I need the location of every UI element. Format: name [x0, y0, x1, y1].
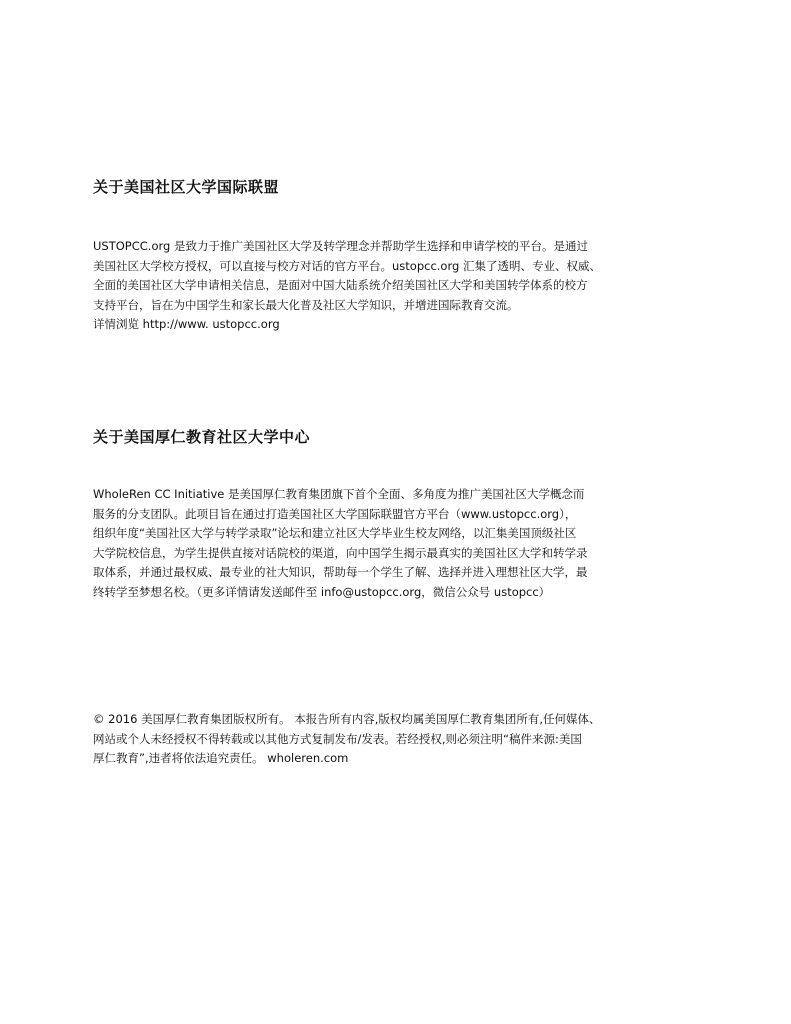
paragraph-line: 终转学至梦想名校。（更多详情请发送邮件至 info@ustopcc.org，微信公众号 ustopcc） [93, 584, 551, 599]
section-heading-wholeren: 关于美国厚仁教育社区大学中心 [93, 428, 311, 446]
details-link-line: 详情浏览 http://www. ustopcc.org [93, 317, 280, 331]
copyright-line: 厚仁教育”,违者将依法追究责任。 wholeren.com [93, 751, 349, 765]
section-heading-ccid: 关于美国社区大学国际联盟 [93, 178, 280, 196]
paragraph-line: 美国社区大学校方授权，可以直接与校方对话的官方平台。ustopcc.org 汇集了透明、专业、权威、 [93, 258, 601, 273]
paragraph-line: WholeRen CC Initiative 是美国厚仁教育集团旗下首个全面、多角度为推广美国社区大学概念而 [93, 487, 585, 501]
wholeren-description [93, 485, 673, 602]
paragraph-line: 服务的分支团队。此项目旨在通过打造美国社区大学国际联盟官方平台（www.ustopcc.org）， [93, 506, 577, 521]
ccid-description [93, 237, 673, 335]
copyright-notice [93, 710, 673, 769]
paragraph-line: 取体系，并通过最权威、最专业的社大知识，帮助每一个学生了解、选择并进入理想社区大学，最 [93, 565, 588, 579]
copyright-line: 网站或个人未经授权不得转载或以其他方式复制发布/发表。若经授权,则必须注明“稿件来源:美国 [93, 731, 582, 746]
paragraph-line: 大学院校信息，为学生提供直接对话院校的渠道，向中国学生揭示最真实的美国社区大学和转学录 [93, 545, 588, 560]
paragraph-line: 组织年度“美国社区大学与转学录取”论坛和建立社区大学毕业生校友网络，以汇集美国顶级社区 [93, 526, 577, 540]
paragraph-line: USTOPCC.org 是致力于推广美国社区大学及转学理念并帮助学生选择和申请学校的平台。是通过 [93, 239, 588, 253]
paragraph-line: 支持平台，旨在为中国学生和家长最大化普及社区大学知识，并增进国际教育交流。 [93, 297, 519, 312]
copyright-line: © 2016 美国厚仁教育集团版权所有。 本报告所有内容,版权均属美国厚仁教育集团所有,任何媒体、 [93, 712, 601, 726]
paragraph-line: 全面的美国社区大学申请相关信息，是面对中国大陆系统介绍美国社区大学和美国转学体系的校方 [93, 278, 588, 292]
